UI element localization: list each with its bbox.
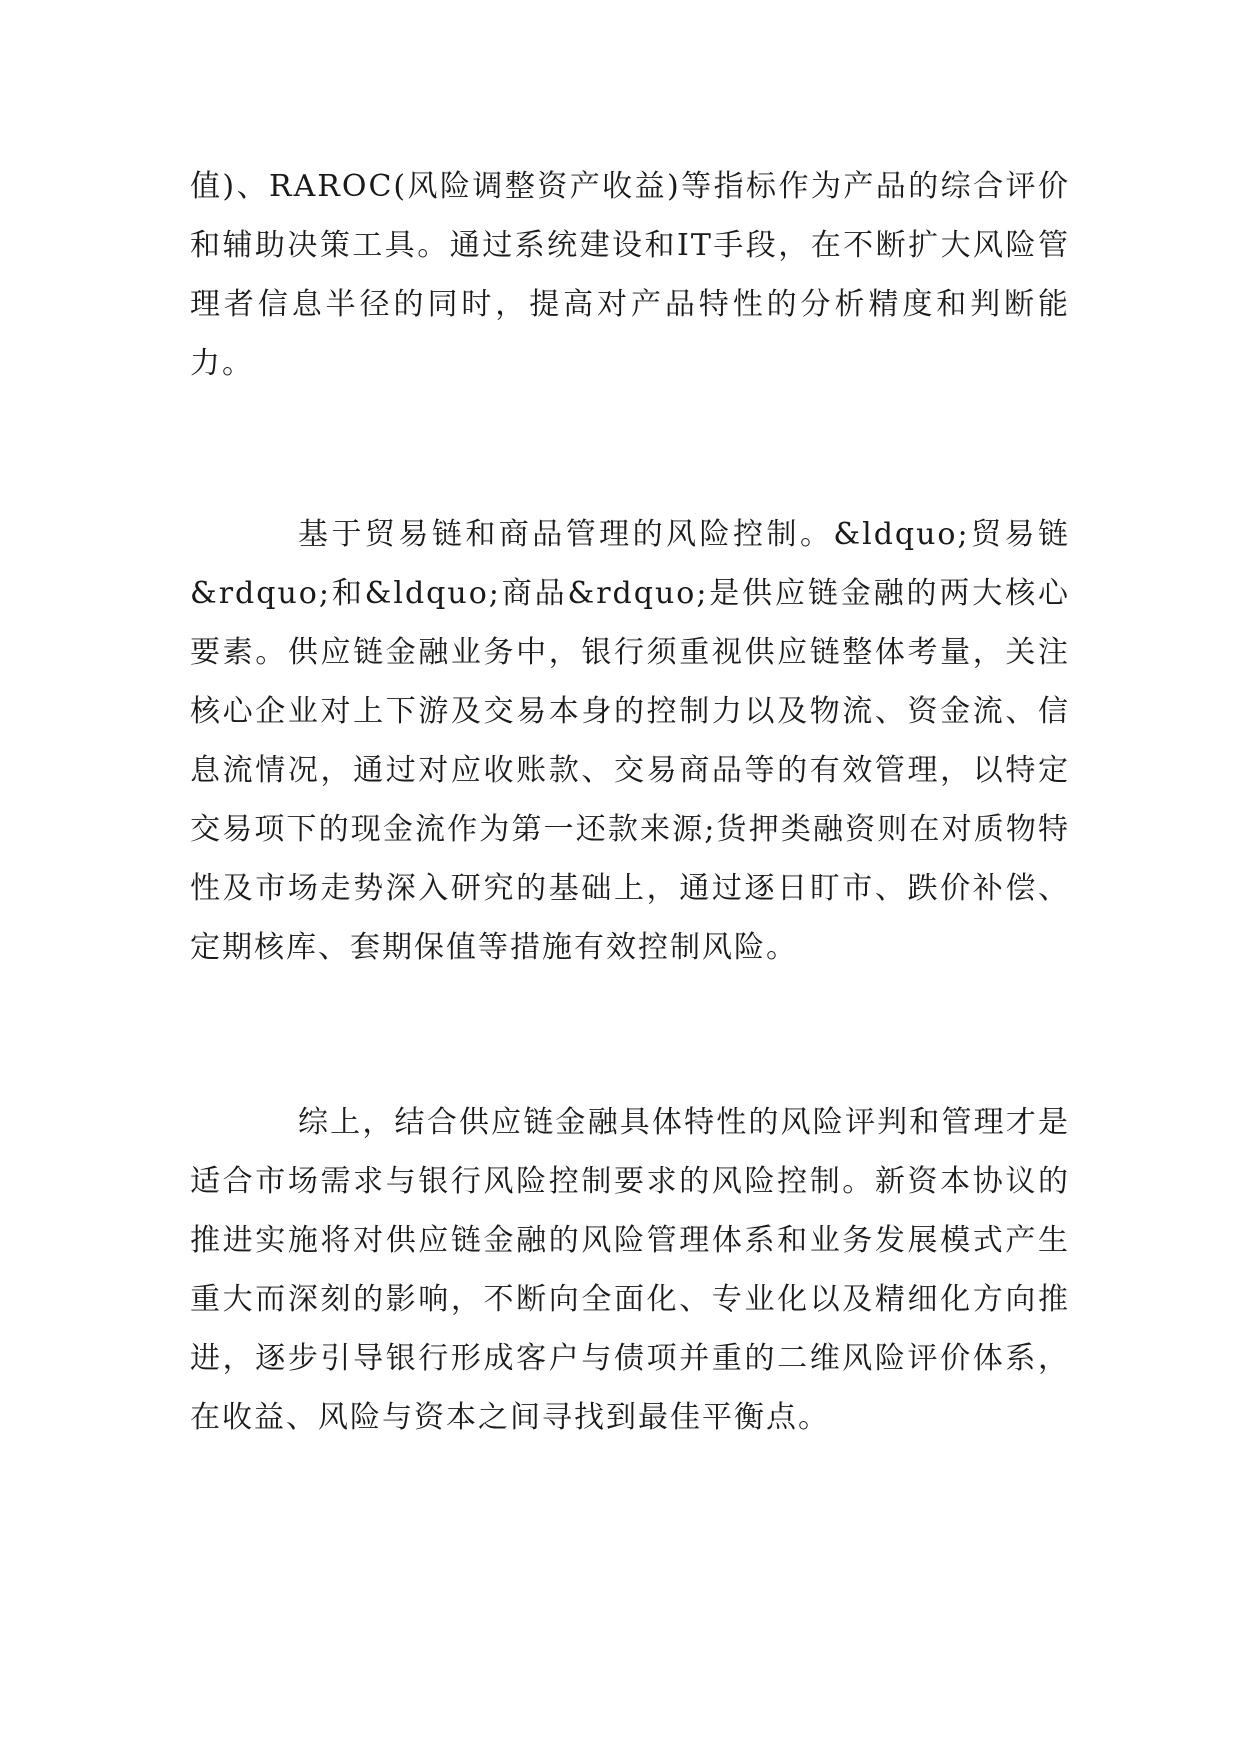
paragraph-risk-metrics: 值)、RAROC(风险调整资产收益)等指标作为产品的综合评价和辅助决策工具。通过系统建设和IT手段，在不断扩大风险管理者信息半径的同时，提高对产品特性的分析精度和判断能力。	[190, 169, 1070, 381]
paragraph-trade-chain-risk-control: 基于贸易链和商品管理的风险控制。&ldquo;贸易链&rdquo;和&ldquo;商品&rdquo;是供应链金融的两大核心要素。供应链金融业务中，银行须重视供应链整体考量，关注核心企业对上下游及交易本身的控制力以及物流、资金流、信息流情况，通过对应收账款、交易商品等的有效管理，以特定交易项下的现金流作为第一还款来源;货押类融资则在对质物特性及市场走势深入研究的基础上，通过逐日盯市、跌价补偿、定期核库、套期保值等措施有效控制风险。	[190, 517, 1070, 965]
paragraph-conclusion: 综上，结合供应链金融具体特性的风险评判和管理才是适合市场需求与银行风险控制要求的风险控制。新资本协议的推进实施将对供应链金融的风险管理体系和业务发展模式产生重大而深刻的影响，不断向全面化、专业化以及精细化方向推进，逐步引导银行形成客户与债项并重的二维风险评价体系，在收益、风险与资本之间寻找到最佳平衡点。	[190, 1105, 1070, 1435]
